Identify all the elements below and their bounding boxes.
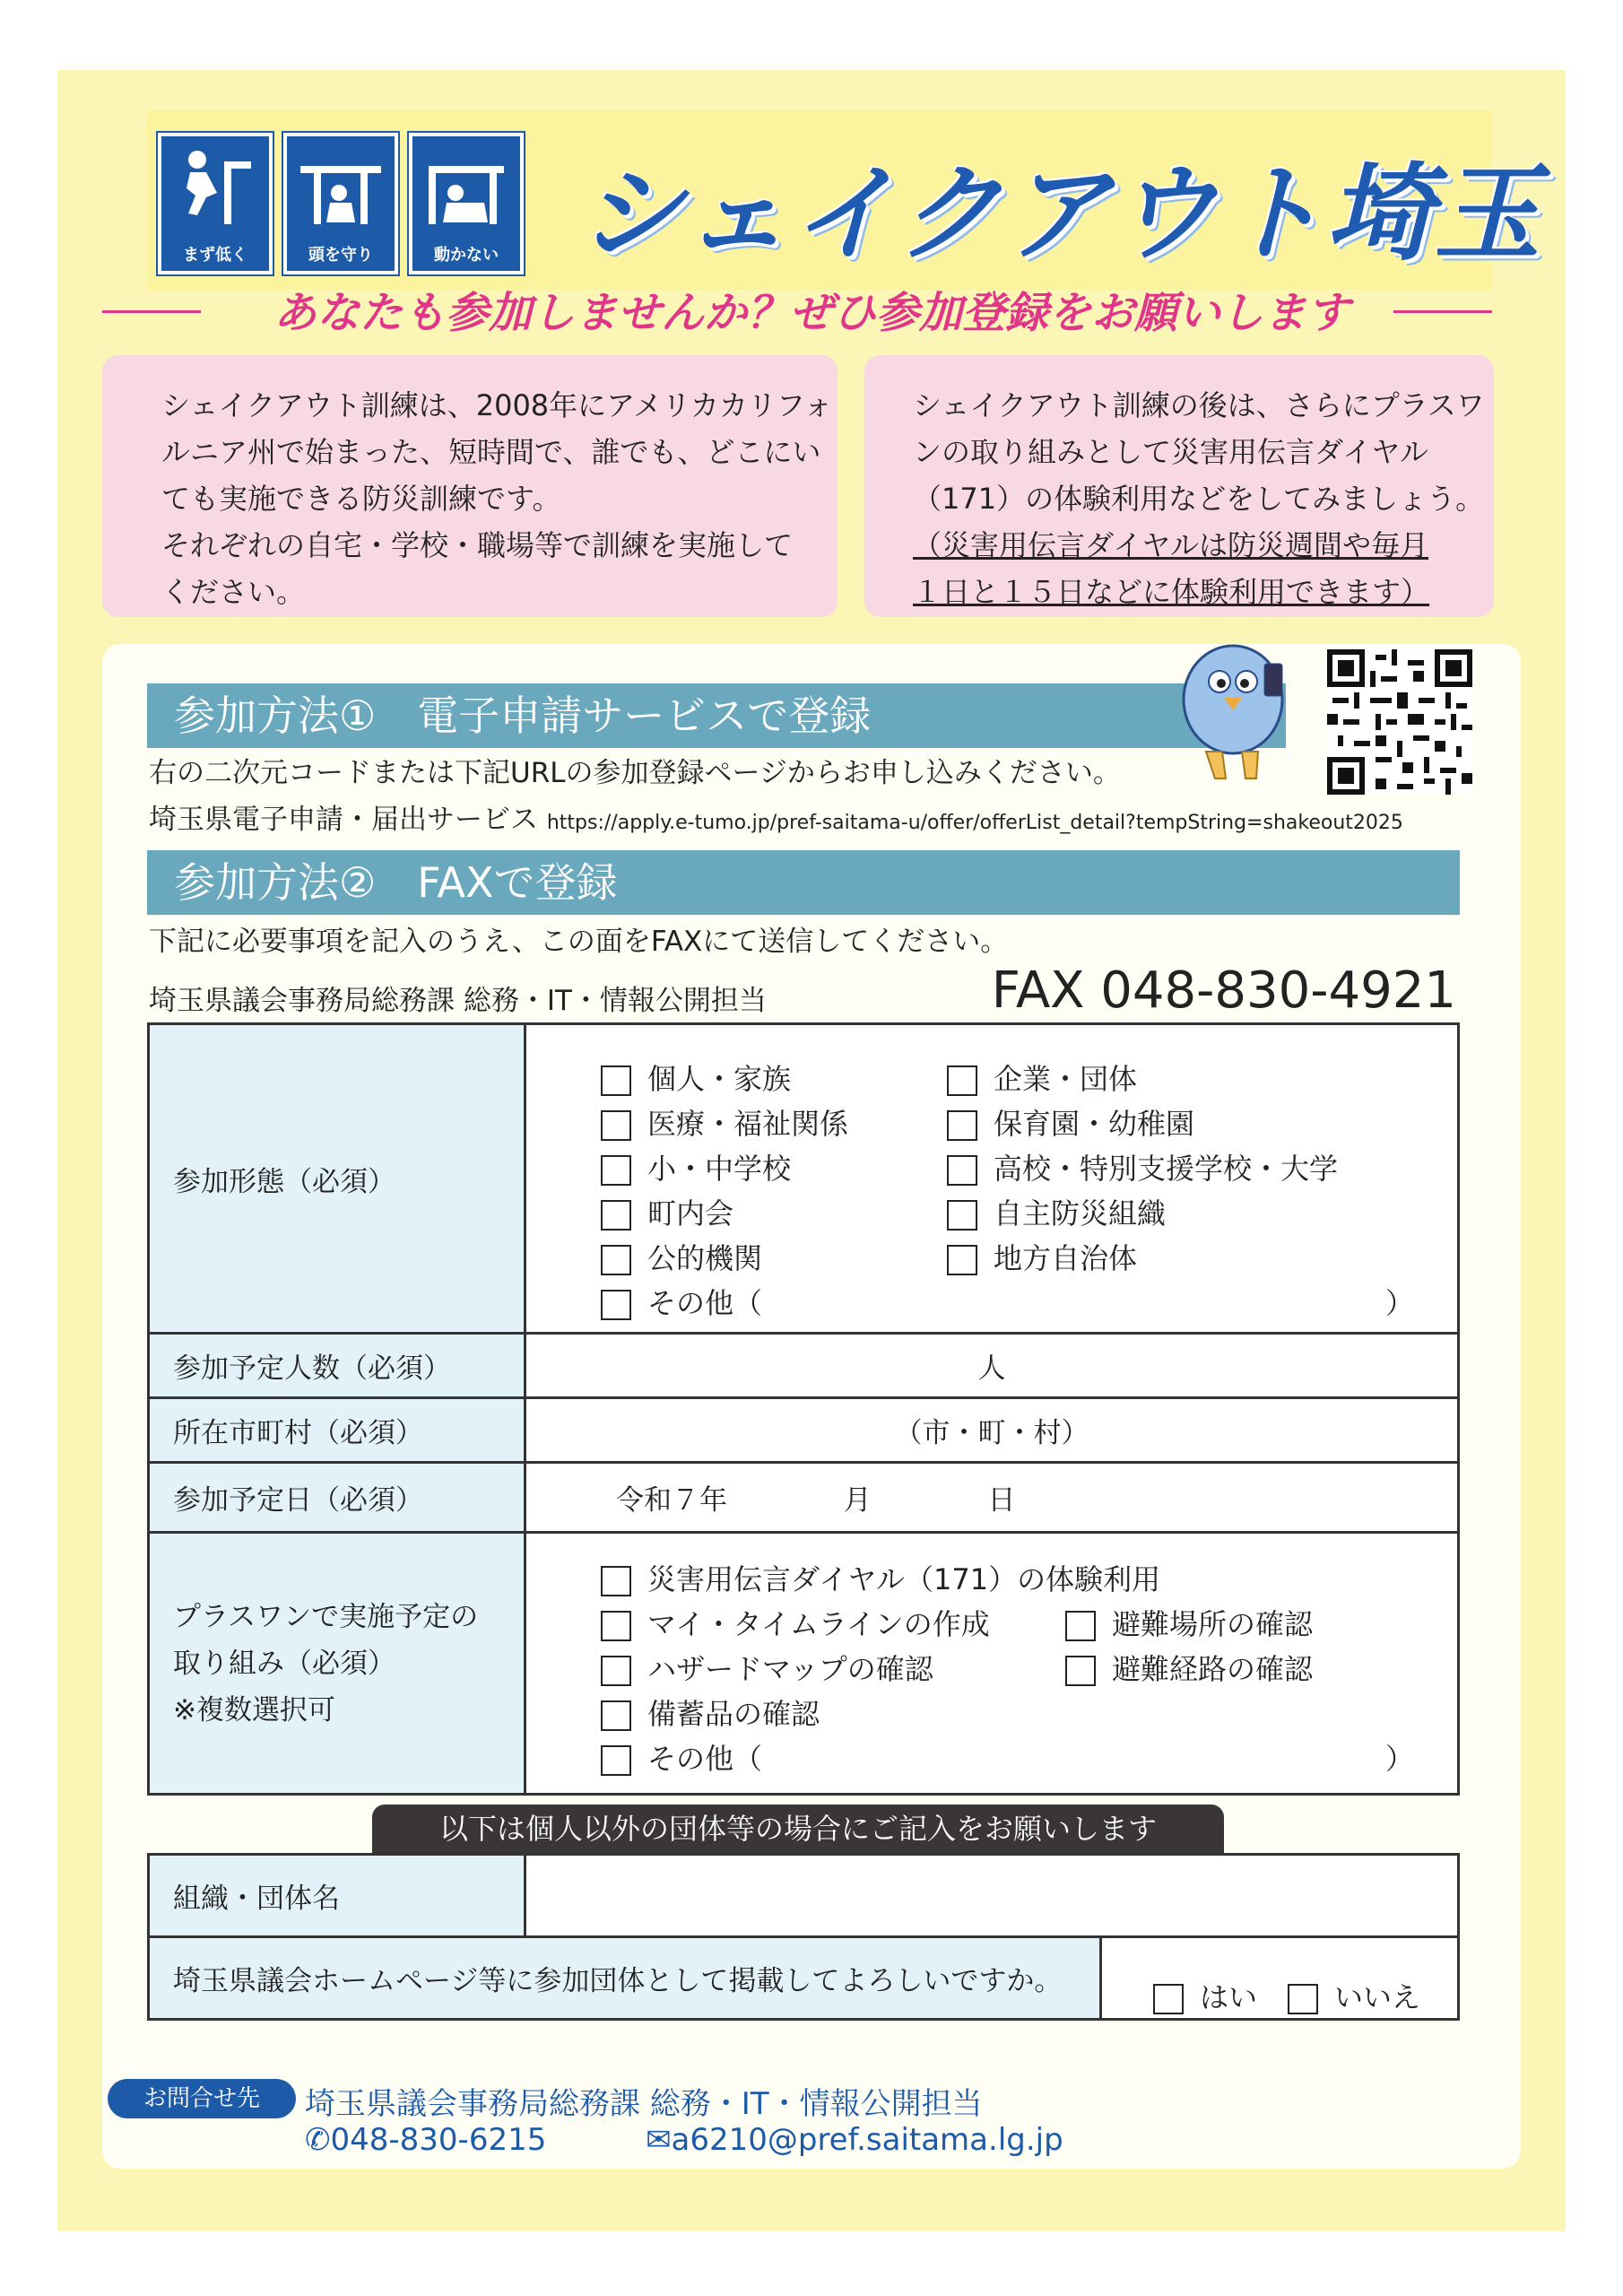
intro-right-line: ンの取り組みとして災害用伝言ダイヤル: [913, 435, 1429, 469]
subtitle-line-right: [1393, 310, 1492, 313]
checkbox-individual[interactable]: 個人・家族: [601, 1057, 791, 1098]
fax-department: 埼玉県議会事務局総務課 総務・IT・情報公開担当: [149, 985, 767, 1017]
date-era: 令和７年: [616, 1484, 727, 1517]
email-address: a6210@pref.saitama.lg.jp: [671, 2122, 1063, 2158]
method1-service: [149, 796, 1403, 837]
checkbox-evac-site[interactable]: 避難場所の確認: [1065, 1602, 1313, 1643]
method2-bar: 参加方法② FAXで登録: [147, 850, 1460, 915]
service-name: 埼玉県電子申請・届出サービス: [149, 804, 538, 836]
org-name-field[interactable]: [525, 1855, 1459, 1937]
date-day: 日: [987, 1484, 1016, 1517]
city-field[interactable]: [525, 1398, 1459, 1463]
date-field[interactable]: [525, 1463, 1459, 1533]
hold-on-icon: [409, 133, 524, 274]
mascot-bird-icon: [1170, 628, 1296, 789]
intro-left-line: それぞれの自宅・学校・職場等で訓練を実施して: [161, 528, 794, 562]
checkbox-neighborhood[interactable]: 町内会: [601, 1191, 733, 1232]
hold-on-label: 動かない: [434, 246, 499, 265]
checkbox-other-plus[interactable]: その他（: [601, 1736, 762, 1778]
intro-right-line: （171）の体験利用などをしてみましょう。: [913, 482, 1485, 516]
checkbox-no[interactable]: いいえ: [1288, 1975, 1420, 2016]
checkbox-other-type[interactable]: その他（: [601, 1281, 762, 1322]
checkbox-high-school[interactable]: 高校・特別支援学校・大学: [947, 1146, 1338, 1187]
city-unit: （市・町・村）: [894, 1417, 1089, 1449]
checkbox-dial-171[interactable]: 災害用伝言ダイヤル（171）の体験利用: [601, 1557, 1160, 1598]
count-unit: 人: [977, 1352, 1006, 1385]
participation-type-label: 参加形態（必須）: [149, 1024, 525, 1334]
plus-one-label-note: ※複数選択可: [173, 1693, 335, 1726]
publish-question: 埼玉県議会ホームページ等に参加団体として掲載してよろしいですか。: [149, 1937, 1101, 2020]
method2-instruction: 下記に必要事項を記入のうえ、この面をFAXにて送信してください。: [149, 926, 1009, 958]
contact-pill: お問合せ先: [108, 2079, 296, 2118]
intro-left-box: [102, 355, 838, 617]
other-plus-close: ）: [1385, 1742, 1415, 1776]
checkbox-hazard-map[interactable]: ハザードマップの確認: [601, 1647, 933, 1688]
date-label: 参加予定日（必須）: [149, 1463, 525, 1533]
fax-number: FAX 048-830-4921: [991, 961, 1456, 1020]
page-subtitle: あなたも参加しませんか？ぜひ参加登録をお願いします: [273, 288, 1350, 338]
org-form: [147, 1853, 1460, 2021]
checkbox-company[interactable]: 企業・団体: [947, 1057, 1137, 1098]
cover-head-icon: [283, 133, 398, 274]
intro-right-box: [864, 355, 1494, 617]
plus-one-label-line: 取り組み（必須）: [173, 1647, 395, 1680]
date-month: 月: [843, 1484, 872, 1517]
phone-icon: ✆: [305, 2122, 331, 2158]
checkbox-local-gov[interactable]: 地方自治体: [947, 1236, 1137, 1277]
intro-left-line: ルニア州で始まった、短時間で、誰でも、どこにい: [161, 435, 821, 469]
registration-url[interactable]: https://apply.e-tumo.jp/pref-saitama-u/offer/offerList_detail?tempString=shakeout2025: [546, 812, 1403, 834]
mail-icon: ✉: [646, 2122, 672, 2158]
checkbox-evac-route[interactable]: 避難経路の確認: [1065, 1647, 1313, 1688]
count-label: 参加予定人数（必須）: [149, 1334, 525, 1398]
header-banner: [147, 110, 1542, 290]
checkbox-disaster-org[interactable]: 自主防災組織: [947, 1191, 1166, 1232]
page-title: シェイクアウト埼玉: [577, 152, 1542, 275]
intro-right-line: シェイクアウト訓練の後は、さらにプラスワ: [913, 388, 1485, 422]
checkbox-nursery[interactable]: 保育園・幼稚園: [947, 1101, 1194, 1143]
checkbox-school[interactable]: 小・中学校: [601, 1146, 791, 1187]
method1-instruction: 右の二次元コードまたは下記URLの参加登録ページからお申し込みください。: [149, 757, 1121, 789]
contact-phone[interactable]: [305, 2122, 546, 2158]
org-name-label: 組織・団体名: [149, 1855, 525, 1937]
plus-one-label-line: プラスワンで実施予定の: [173, 1600, 479, 1633]
cover-head-label: 頭を守り: [308, 246, 373, 265]
intro-left-line: シェイクアウト訓練は、2008年にアメリカカリフォ: [161, 388, 833, 422]
checkbox-stockpile[interactable]: 備蓄品の確認: [601, 1692, 820, 1733]
org-section-band: 以下は個人以外の団体等の場合にご記入をお願いします: [372, 1805, 1224, 1853]
intro-left-line: ても実施できる防災訓練です。: [161, 482, 561, 516]
checkbox-public-agency[interactable]: 公的機関: [601, 1236, 762, 1277]
crouch-label: まず低く: [183, 246, 247, 265]
checkbox-medical[interactable]: 医療・福祉関係: [601, 1101, 848, 1143]
contact-department: 埼玉県議会事務局総務課 総務・IT・情報公開担当: [305, 2086, 983, 2122]
other-type-close: ）: [1385, 1286, 1415, 1320]
intro-left-line: ください。: [161, 575, 306, 609]
city-label: 所在市町村（必須）: [149, 1398, 525, 1463]
intro-right-line: １日と１５日などに体験利用できます）: [913, 575, 1430, 609]
count-field[interactable]: [525, 1334, 1459, 1398]
crouch-icon: [158, 133, 273, 274]
contact-email[interactable]: [646, 2122, 1063, 2158]
checkbox-timeline[interactable]: マイ・タイムラインの作成: [601, 1602, 990, 1643]
intro-right-line: （災害用伝言ダイヤルは防災週間や毎月: [913, 528, 1429, 562]
plus-one-label: [149, 1533, 525, 1795]
phone-number: 048-830-6215: [330, 2122, 547, 2158]
method1-bar: 参加方法① 電子申請サービスで登録: [147, 683, 1286, 748]
qr-code-icon[interactable]: [1327, 649, 1472, 795]
checkbox-yes[interactable]: はい: [1153, 1975, 1257, 2016]
